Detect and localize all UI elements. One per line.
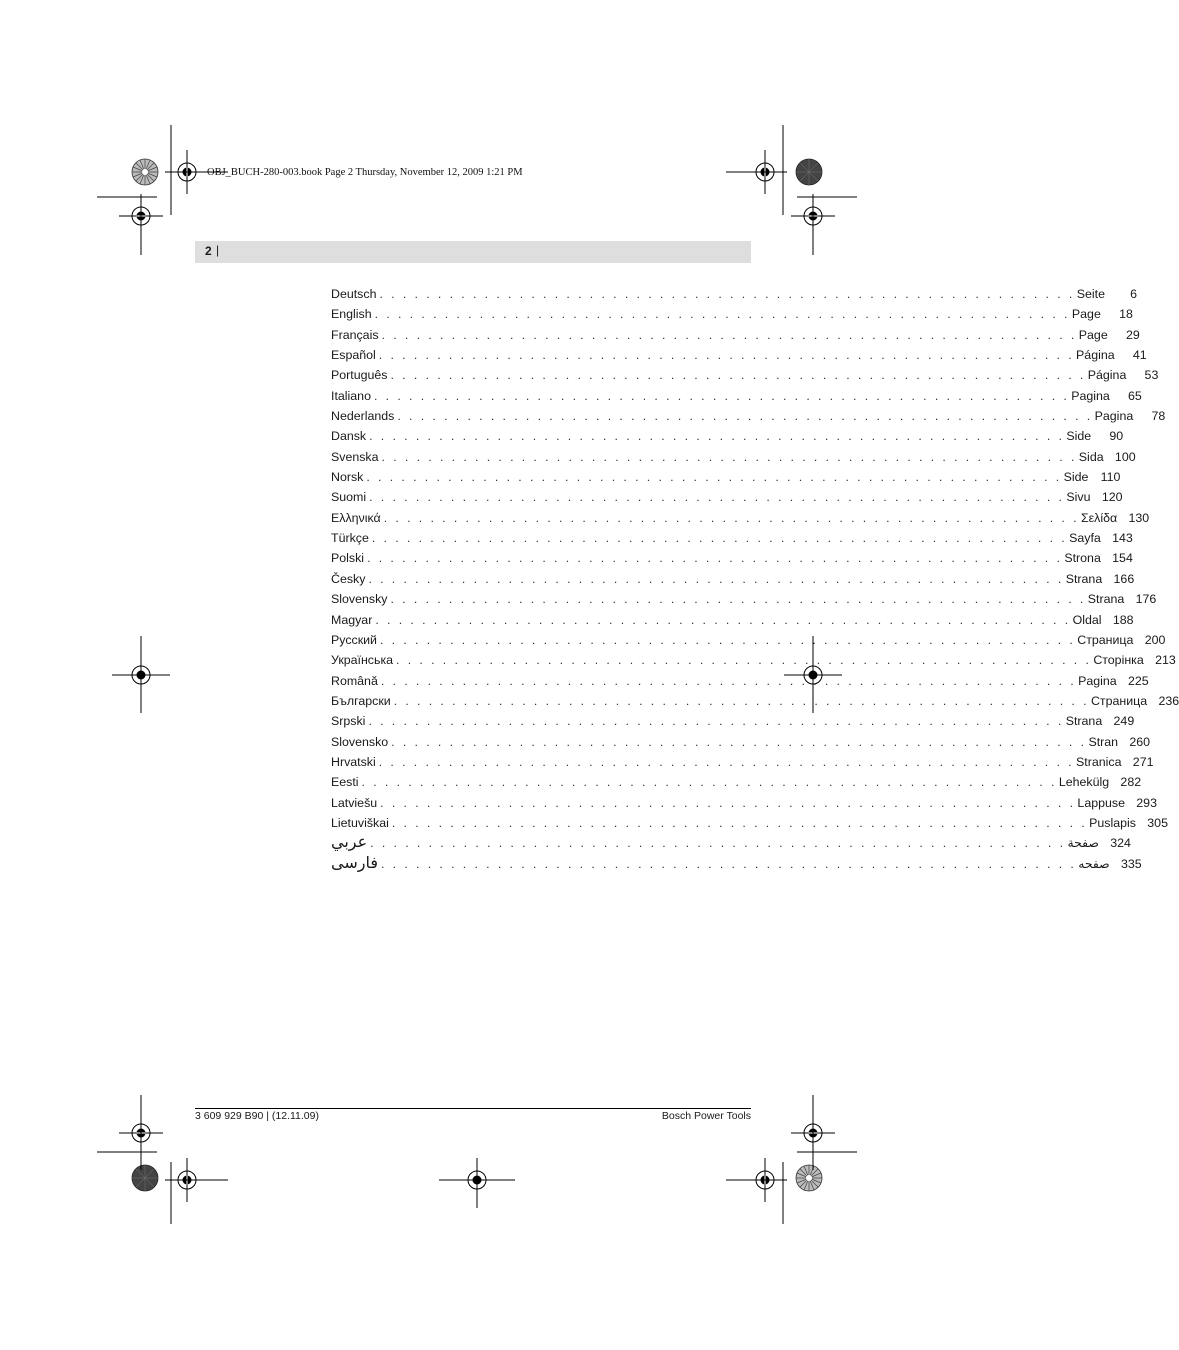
toc-leader-dots: . . . . . . . . . . . . . . . . . . . . . . . . . . . . . . . . . . . . . . . . . . . . . . . . . . . . . . . . . . . . xyxy=(391,815,1088,830)
toc-page-number: 65 xyxy=(1128,388,1142,403)
toc-page-number: 120 xyxy=(1101,490,1123,505)
footer-rule xyxy=(195,1108,751,1109)
toc-page-number: 130 xyxy=(1128,510,1150,525)
toc-page-number: 110 xyxy=(1100,470,1121,485)
toc-page-word: Lehekülg xyxy=(1058,775,1110,790)
header-separator: | xyxy=(216,243,220,257)
toc-language: Lietuviškai xyxy=(331,815,389,830)
toc-leader-dots: . . . . . . . . . . . . . . . . . . . . . . . . . . . . . . . . . . . . . . . . . . . . . . . . . . . . . . . . . . . . xyxy=(373,388,1070,403)
toc-entry xyxy=(331,711,1135,731)
toc-page-number: 18 xyxy=(1119,307,1133,322)
toc-language: English xyxy=(331,307,372,322)
toc-page-word: Oldal xyxy=(1072,612,1102,627)
toc-leader-dots: . . . . . . . . . . . . . . . . . . . . . . . . . . . . . . . . . . . . . . . . . . . . . . . . . . . . . . . . . . . . xyxy=(368,571,1064,586)
toc-leader-dots: . . . . . . . . . . . . . . . . . . . . . . . . . . . . . . . . . . . . . . . . . . . . . . . . . . . . . . . . . . . . xyxy=(381,856,1077,871)
toc-language: Nederlands xyxy=(331,409,395,424)
toc-page-number: 260 xyxy=(1129,734,1151,749)
toc-page-number: 324 xyxy=(1110,836,1131,851)
toc-leader-dots: . . . . . . . . . . . . . . . . . . . . . . . . . . . . . . . . . . . . . . . . . . . . . . . . . . . . . . . . . . . . xyxy=(371,531,1068,546)
toc-language: Magyar xyxy=(331,612,373,627)
footer-brand: Bosch Power Tools xyxy=(661,1110,751,1122)
toc-page-number: 53 xyxy=(1144,368,1159,383)
toc-page-number: 225 xyxy=(1128,673,1149,688)
toc-language: Slovensko xyxy=(331,734,389,749)
toc-page-number: 188 xyxy=(1112,612,1134,627)
toc-language: Português xyxy=(331,368,388,383)
toc-page-word: صفحه xyxy=(1078,856,1110,871)
toc-page-word: Lappuse xyxy=(1077,795,1125,810)
toc-language: Suomi xyxy=(331,490,367,505)
toc-page-number: 293 xyxy=(1136,795,1157,810)
print-slug-line: OBJ_BUCH-280-003.book Page 2 Thursday, November 12, 2009 1:21 PM xyxy=(207,167,523,178)
toc-entry xyxy=(331,833,1131,853)
footer-document-number: 3 609 929 B90 | (12.11.09) xyxy=(195,1110,319,1122)
toc-page-word: Página xyxy=(1087,368,1127,383)
toc-page-word: Page xyxy=(1071,307,1101,322)
toc-entry xyxy=(331,304,1133,324)
toc-leader-dots: . . . . . . . . . . . . . . . . . . . . . . . . . . . . . . . . . . . . . . . . . . . . . . . . . . . . . . . . . . . . xyxy=(391,734,1087,749)
toc-page-number: 143 xyxy=(1112,531,1133,546)
toc-page-number: 166 xyxy=(1113,571,1135,586)
toc-page-word: Страница xyxy=(1077,632,1134,647)
toc-leader-dots: . . . . . . . . . . . . . . . . . . . . . . . . . . . . . . . . . . . . . . . . . . . . . . . . . . . . . . . . . . . . xyxy=(383,510,1079,525)
toc-language: فارسی xyxy=(331,854,378,872)
toc-entry xyxy=(331,528,1133,548)
toc-page-number: 335 xyxy=(1121,856,1142,871)
toc-page-number: 154 xyxy=(1112,551,1133,566)
toc-page-number: 176 xyxy=(1135,592,1157,607)
toc-page-word: Sayfa xyxy=(1069,531,1101,546)
toc-leader-dots: . . . . . . . . . . . . . . . . . . . . . . . . . . . . . . . . . . . . . . . . . . . . . . . . . . . . . . . . . . . . xyxy=(367,551,1063,566)
toc-entry xyxy=(331,548,1133,568)
page-number: 2 xyxy=(205,244,212,258)
toc-leader-dots: . . . . . . . . . . . . . . . . . . . . . . . . . . . . . . . . . . . . . . . . . . . . . . . . . . . . . . . . . . . . xyxy=(378,754,1075,769)
toc-entry xyxy=(331,487,1123,507)
toc-entry xyxy=(331,386,1142,406)
toc-leader-dots: . . . . . . . . . . . . . . . . . . . . . . . . . . . . . . . . . . . . . . . . . . . . . . . . . . . . . . . . . . . . xyxy=(379,632,1076,647)
toc-page-word: Side xyxy=(1063,470,1089,485)
toc-entry xyxy=(331,508,1150,528)
toc-entry xyxy=(331,589,1157,609)
toc-leader-dots: . . . . . . . . . . . . . . . . . . . . . . . . . . . . . . . . . . . . . . . . . . . . . . . . . . . . . . . . . . . . xyxy=(374,307,1070,322)
toc-language: Hrvatski xyxy=(331,754,376,769)
toc-page-word: Pagina xyxy=(1071,388,1110,403)
toc-language: Deutsch xyxy=(331,287,377,301)
toc-leader-dots: . . . . . . . . . . . . . . . . . . . . . . . . . . . . . . . . . . . . . . . . . . . . . . . . . . . . . . . . . . . . xyxy=(368,714,1064,729)
toc-entry xyxy=(331,610,1134,630)
page-header-bar xyxy=(195,241,751,263)
table-of-contents xyxy=(331,284,1179,874)
toc-page-number: 236 xyxy=(1158,693,1179,708)
toc-language: Ελληνικά xyxy=(331,510,381,525)
toc-entry xyxy=(331,325,1140,345)
toc-leader-dots: . . . . . . . . . . . . . . . . . . . . . . . . . . . . . . . . . . . . . . . . . . . . . . . . . . . . . . . . . . . . xyxy=(393,693,1089,708)
toc-entry xyxy=(331,345,1147,365)
toc-page-number: 100 xyxy=(1114,449,1136,464)
toc-page-word: Seite xyxy=(1076,287,1105,301)
toc-page-word: Página xyxy=(1076,348,1115,363)
toc-page-number: 78 xyxy=(1151,409,1166,424)
toc-entry xyxy=(331,793,1157,813)
toc-page-word: Sida xyxy=(1078,449,1104,464)
toc-language: Svenska xyxy=(331,449,379,464)
toc-leader-dots: . . . . . . . . . . . . . . . . . . . . . . . . . . . . . . . . . . . . . . . . . . . . . . . . . . . . . . . . . . . . xyxy=(366,470,1062,485)
toc-entry xyxy=(331,650,1176,670)
toc-leader-dots: . . . . . . . . . . . . . . . . . . . . . . . . . . . . . . . . . . . . . . . . . . . . . . . . . . . . . . . . . . . . xyxy=(380,795,1076,810)
toc-page-word: Strana xyxy=(1065,571,1103,586)
toc-page-number: 90 xyxy=(1109,429,1124,444)
toc-language: Italiano xyxy=(331,388,371,403)
toc-leader-dots: . . . . . . . . . . . . . . . . . . . . . . . . . . . . . . . . . . . . . . . . . . . . . . . . . . . . . . . . . . . . xyxy=(378,348,1075,363)
toc-language: Norsk xyxy=(331,470,364,485)
toc-language: Español xyxy=(331,348,376,363)
toc-page-word: Sivu xyxy=(1066,490,1091,505)
toc-language: Български xyxy=(331,693,391,708)
toc-page-word: Strona xyxy=(1064,551,1101,566)
toc-leader-dots: . . . . . . . . . . . . . . . . . . . . . . . . . . . . . . . . . . . . . . . . . . . . . . . . . . . . . . . . . . . . xyxy=(369,490,1065,505)
toc-entry xyxy=(331,406,1166,426)
toc-language: Русский xyxy=(331,632,377,647)
toc-leader-dots: . . . . . . . . . . . . . . . . . . . . . . . . . . . . . . . . . . . . . . . . . . . . . . . . . . . . . . . . . . . . xyxy=(396,653,1092,668)
toc-page-number: 213 xyxy=(1155,653,1176,668)
toc-language: Türkçe xyxy=(331,531,369,546)
toc-leader-dots: . . . . . . . . . . . . . . . . . . . . . . . . . . . . . . . . . . . . . . . . . . . . . . . . . . . . . . . . . . . . xyxy=(379,287,1075,301)
toc-leader-dots: . . . . . . . . . . . . . . . . . . . . . . . . . . . . . . . . . . . . . . . . . . . . . . . . . . . . . . . . . . . . xyxy=(397,409,1093,424)
toc-page-word: Stran xyxy=(1088,734,1119,749)
toc-entry xyxy=(331,569,1135,589)
toc-entry xyxy=(331,691,1179,711)
toc-language: Polski xyxy=(331,551,365,566)
toc-page-word: Puslapis xyxy=(1089,815,1136,830)
toc-page-number: 249 xyxy=(1113,714,1135,729)
toc-page-number: 6 xyxy=(1130,287,1137,301)
toc-entry xyxy=(331,671,1149,691)
toc-page-word: Stranica xyxy=(1076,754,1122,769)
toc-entry xyxy=(331,467,1121,487)
toc-language: Česky xyxy=(331,571,366,586)
toc-entry xyxy=(331,854,1142,874)
toc-entry xyxy=(331,284,1137,304)
toc-leader-dots: . . . . . . . . . . . . . . . . . . . . . . . . . . . . . . . . . . . . . . . . . . . . . . . . . . . . . . . . . . . . xyxy=(361,775,1057,790)
toc-entry xyxy=(331,365,1159,385)
toc-leader-dots: . . . . . . . . . . . . . . . . . . . . . . . . . . . . . . . . . . . . . . . . . . . . . . . . . . . . . . . . . . . . xyxy=(369,429,1065,444)
toc-entry xyxy=(331,732,1151,752)
toc-entry xyxy=(331,752,1154,772)
toc-page-word: Pagina xyxy=(1094,409,1134,424)
toc-language: Slovensky xyxy=(331,592,388,607)
toc-page-number: 282 xyxy=(1120,775,1142,790)
toc-entry xyxy=(331,772,1142,792)
toc-entry xyxy=(331,447,1136,467)
toc-language: Українська xyxy=(331,653,394,668)
toc-leader-dots: . . . . . . . . . . . . . . . . . . . . . . . . . . . . . . . . . . . . . . . . . . . . . . . . . . . . . . . . . . . . xyxy=(370,836,1066,851)
toc-language: Eesti xyxy=(331,775,359,790)
toc-page-number: 271 xyxy=(1132,754,1154,769)
toc-language: Français xyxy=(331,327,379,342)
toc-leader-dots: . . . . . . . . . . . . . . . . . . . . . . . . . . . . . . . . . . . . . . . . . . . . . . . . . . . . . . . . . . . . xyxy=(375,612,1071,627)
toc-page-word: Side xyxy=(1066,429,1092,444)
toc-page-word: Page xyxy=(1078,327,1108,342)
toc-page-word: Σελίδα xyxy=(1080,510,1118,525)
toc-page-word: Страница xyxy=(1090,693,1148,708)
toc-language: Srpski xyxy=(331,714,366,729)
toc-leader-dots: . . . . . . . . . . . . . . . . . . . . . . . . . . . . . . . . . . . . . . . . . . . . . . . . . . . . . . . . . . . . xyxy=(380,673,1077,688)
toc-language: Dansk xyxy=(331,429,367,444)
toc-leader-dots: . . . . . . . . . . . . . . . . . . . . . . . . . . . . . . . . . . . . . . . . . . . . . . . . . . . . . . . . . . . . xyxy=(390,368,1086,383)
toc-leader-dots: . . . . . . . . . . . . . . . . . . . . . . . . . . . . . . . . . . . . . . . . . . . . . . . . . . . . . . . . . . . . xyxy=(390,592,1086,607)
toc-page-number: 41 xyxy=(1132,348,1147,363)
toc-entry xyxy=(331,813,1168,833)
toc-page-word: Strana xyxy=(1087,592,1125,607)
toc-page-word: صفحة xyxy=(1067,836,1099,851)
toc-page-word: Strana xyxy=(1065,714,1103,729)
toc-leader-dots: . . . . . . . . . . . . . . . . . . . . . . . . . . . . . . . . . . . . . . . . . . . . . . . . . . . . . . . . . . . . xyxy=(381,449,1077,464)
toc-leader-dots: . . . . . . . . . . . . . . . . . . . . . . . . . . . . . . . . . . . . . . . . . . . . . . . . . . . . . . . . . . . . xyxy=(381,327,1077,342)
toc-page-word: Сторінка xyxy=(1093,653,1144,668)
toc-page-number: 200 xyxy=(1144,632,1166,647)
toc-entry xyxy=(331,426,1124,446)
toc-page-number: 305 xyxy=(1147,815,1168,830)
toc-entry xyxy=(331,630,1166,650)
toc-page-number: 29 xyxy=(1125,327,1140,342)
toc-language: عربي xyxy=(331,834,368,852)
toc-page-word: Pagina xyxy=(1078,673,1117,688)
toc-language: Română xyxy=(331,673,378,688)
toc-language: Latviešu xyxy=(331,795,378,810)
